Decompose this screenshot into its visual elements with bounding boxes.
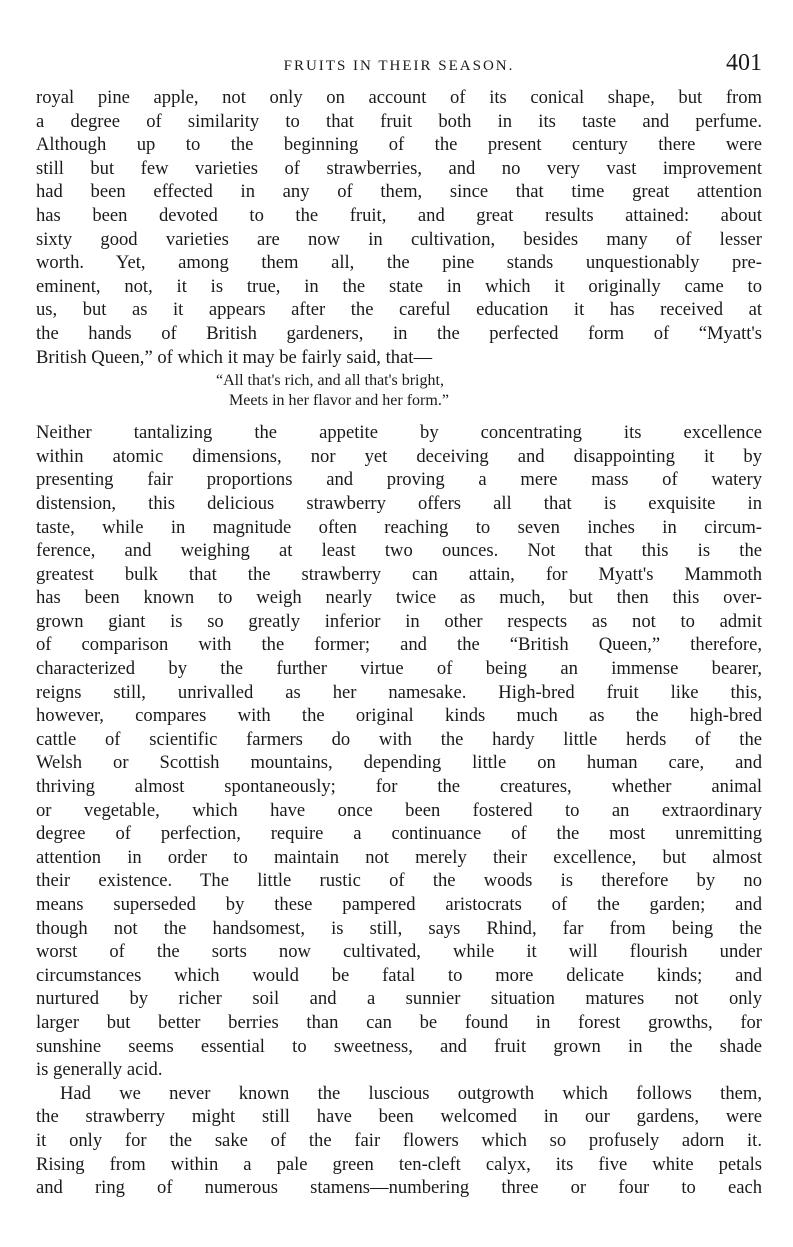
text-line: though not the handsomest, is still, says Rhind, far from being the bbox=[36, 917, 762, 939]
text-line: characterized by the further virtue of being an immense bearer, bbox=[36, 658, 762, 680]
text-line: Had we never known the luscious outgrowth which follows them, bbox=[60, 1082, 762, 1104]
text-line: of comparison with the former; and the “British Queen,” therefore, bbox=[36, 634, 762, 656]
text-line: sunshine seems essential to sweetness, and fruit grown in the shade bbox=[36, 1035, 762, 1057]
text-line: means superseded by these pampered aristocrats of the garden; and bbox=[36, 894, 762, 915]
text-line: still but few varieties of strawberries, and no very vast improvement bbox=[36, 157, 762, 179]
book-page bbox=[36, 48, 762, 1200]
text-line: has been devoted to the fruit, and great results attained: about bbox=[36, 204, 762, 226]
text-line: taste, while in magnitude often reaching to seven inches in circum- bbox=[36, 516, 762, 538]
text-line: Neither tantalizing the appetite by concentrating its excellence bbox=[36, 422, 762, 444]
quote-line: “All that's rich, and all that's bright, bbox=[216, 372, 444, 390]
verse-quote bbox=[36, 371, 762, 411]
quote-line: Meets in her flavor and her form.” bbox=[229, 392, 449, 410]
text-line: worth. Yet, among them all, the pine stands unquestionably pre- bbox=[36, 252, 762, 274]
paragraph-3 bbox=[36, 1082, 762, 1200]
page-header bbox=[36, 48, 762, 86]
text-line: a degree of similarity to that fruit both in its taste and perfume. bbox=[36, 110, 762, 132]
text-line: or vegetable, which have once been fostered to an extraordinary bbox=[36, 799, 762, 821]
text-line: ference, and weighing at least two ounces. Not that this is the bbox=[36, 540, 762, 562]
text-line: nurtured by richer soil and a sunnier situation matures not only bbox=[36, 988, 762, 1010]
text-line: is generally acid. bbox=[36, 1059, 163, 1081]
text-line: it only for the sake of the fair flowers which so profusely adorn it. bbox=[36, 1129, 762, 1151]
text-line: thriving almost spontaneously; for the creatures, whether animal bbox=[36, 776, 762, 798]
text-line: degree of perfection, require a continuance of the most unremitting bbox=[36, 823, 762, 845]
text-line: reigns still, unrivalled as her namesake. High-bred fruit like this, bbox=[36, 681, 762, 703]
text-line: the hands of British gardeners, in the perfected form of “Myatt's bbox=[36, 322, 762, 344]
text-line: royal pine apple, not only on account of its conical shape, but from bbox=[36, 87, 762, 108]
text-line: greatest bulk that the strawberry can attain, for Myatt's Mammoth bbox=[36, 563, 762, 585]
text-line: had been effected in any of them, since that time great attention bbox=[36, 181, 762, 203]
text-line: their existence. The little rustic of the woods is therefore by no bbox=[36, 870, 762, 892]
text-line: presenting fair proportions and proving a mere mass of watery bbox=[36, 469, 762, 491]
text-line: circumstances which would be fatal to more delicate kinds; and bbox=[36, 964, 762, 986]
text-line: Welsh or Scottish mountains, depending little on human care, and bbox=[36, 752, 762, 774]
paragraph-2 bbox=[36, 421, 762, 1082]
text-line: worst of the sorts now cultivated, while it will flourish under bbox=[36, 941, 762, 963]
paragraph-1 bbox=[36, 86, 762, 369]
text-line: grown giant is so greatly inferior in other respects as not to admit bbox=[36, 610, 762, 632]
text-line: attention in order to maintain not merely their excellence, but almost bbox=[36, 846, 762, 868]
text-line: British Queen,” of which it may be fairly said, that— bbox=[36, 346, 433, 368]
running-title: FRUITS IN THEIR SEASON. bbox=[283, 58, 515, 74]
text-line: the strawberry might still have been welcomed in our gardens, were bbox=[36, 1106, 762, 1128]
text-line: distension, this delicious strawberry offers all that is exquisite in bbox=[36, 492, 762, 514]
text-line: within atomic dimensions, nor yet deceiving and disappointing it by bbox=[36, 445, 762, 467]
text-line: larger but better berries than can be found in forest growths, for bbox=[36, 1011, 762, 1033]
page-number: 401 bbox=[726, 50, 762, 76]
text-line: eminent, not, it is true, in the state in which it originally came to bbox=[36, 275, 762, 297]
text-line: Rising from within a pale green ten-cleft calyx, its five white petals bbox=[36, 1153, 762, 1175]
text-line: us, but as it appears after the careful education it has received at bbox=[36, 299, 762, 321]
text-line: sixty good varieties are now in cultivation, besides many of lesser bbox=[36, 228, 762, 250]
text-line: and ring of numerous stamens—numbering three or four to each bbox=[36, 1177, 762, 1199]
text-line: cattle of scientific farmers do with the hardy little herds of the bbox=[36, 728, 762, 750]
text-line: Although up to the beginning of the present century there were bbox=[36, 134, 762, 156]
text-line: however, compares with the original kinds much as the high-bred bbox=[36, 705, 762, 727]
text-line: has been known to weigh nearly twice as much, but then this over- bbox=[36, 587, 762, 609]
